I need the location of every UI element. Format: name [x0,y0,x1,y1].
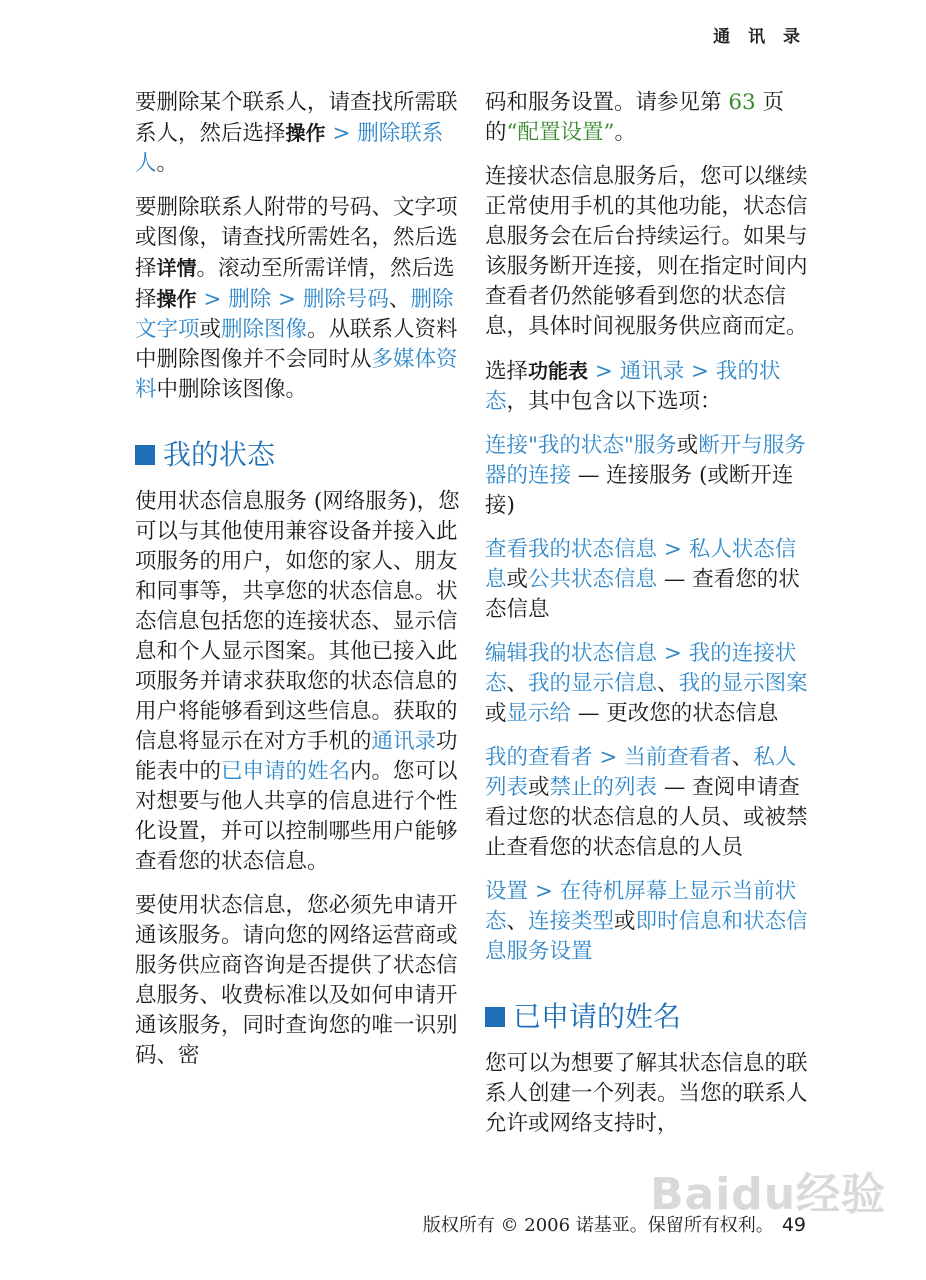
paragraph-config-ref: 码和服务设置。请参见第 63 页的“配置设置”。 [485,90,785,145]
paragraph-status-service: 使用状态信息服务 (网络服务)，您可以与其他使用兼容设备并接入此项服务的用户，如您的家人、朋友和同事等，共享您的状态信息。状态信息包括您的连接状态、显示信息和个人显示图案。其他已接入此项服务并请求获取您的状态信息的用户将能够看到这些信息。获取的信息将显示在对方手机的通讯录功能表中的已申请的姓名内。您可以对想要与他人共享的信息进行个性化设置，并可以控制哪些用户能够查看您的状态信息。 [135,489,460,874]
paragraph-apply-service: 要使用状态信息，您必须先申请开通该服务。请向您的网络运营商或服务供应商咨询是否提供了状态信息服务、收费标准以及如何申请开通该服务，同时查询您的唯一识别码、密 [135,893,458,1068]
paragraph-delete-details: 要删除联系人附带的号码、文字项或图像，请查找所需姓名，然后选择详情。滚动至所需详情，然后选择操作 > 删除 > 删除号码、删除文字项或删除图像。从联系人资料中删除图像并不会同时从多媒体资料中删除该图像。 [135,195,458,402]
left-column [135,88,461,1085]
heading-square-icon [135,445,155,465]
section-header: 通 讯 录 [713,27,806,47]
option-settings: 设置 > 在待机屏幕上显示当前状态、连接类型或即时信息和状态信息服务设置 [485,879,808,964]
right-column [485,88,811,1153]
baidu-watermark: Baidu经验 [650,1169,887,1220]
paragraph-delete-contact: 要删除某个联系人，请查找所需联系人，然后选择操作 > 删除联系人。 [135,90,458,176]
page-number: 49 [781,1214,806,1236]
copyright-text: 版权所有 © 2006 诺基亚。保留所有权利。 [422,1215,774,1236]
heading-my-status: 我的状态 [135,437,461,473]
option-view-status: 查看我的状态信息 > 私人状态信息或公共状态信息 — 查看您的状态信息 [485,537,800,622]
page-ref: 63 [728,90,756,115]
option-edit-status: 编辑我的状态信息 > 我的连接状态、我的显示信息、我的显示图案或显示给 — 更改您的状态信息 [485,641,808,726]
paragraph-select-menu: 选择功能表 > 通讯录 > 我的状态，其中包含以下选项： [485,359,781,414]
config-settings-ref: “配置设置” [506,120,615,145]
page-footer [423,1211,806,1237]
menu-path-link: 删除联系人 [135,121,444,176]
paragraph-background: 连接状态信息服务后，您可以继续正常使用手机的其他功能，状态信息服务会在后台持续运行。如果与该服务断开连接，则在指定时间内查看者仍然能够看到您的状态信息，具体时间视服务供应商而定。 [485,164,808,339]
heading-requested-names: 已申请的姓名 [485,999,811,1035]
option-connect: 连接"我的状态"服务或断开与服务器的连接 — 连接服务 (或断开连接) [485,433,806,518]
heading-square-icon [485,1007,505,1027]
paragraph-contact-list: 您可以为想要了解其状态信息的联系人创建一个列表。当您的联系人允许或网络支持时， [485,1051,808,1136]
option-my-viewers: 我的查看者 > 当前查看者、私人列表或禁止的列表 — 查阅申请查看过您的状态信息的人员、或被禁止查看您的状态信息的人员 [485,745,808,860]
